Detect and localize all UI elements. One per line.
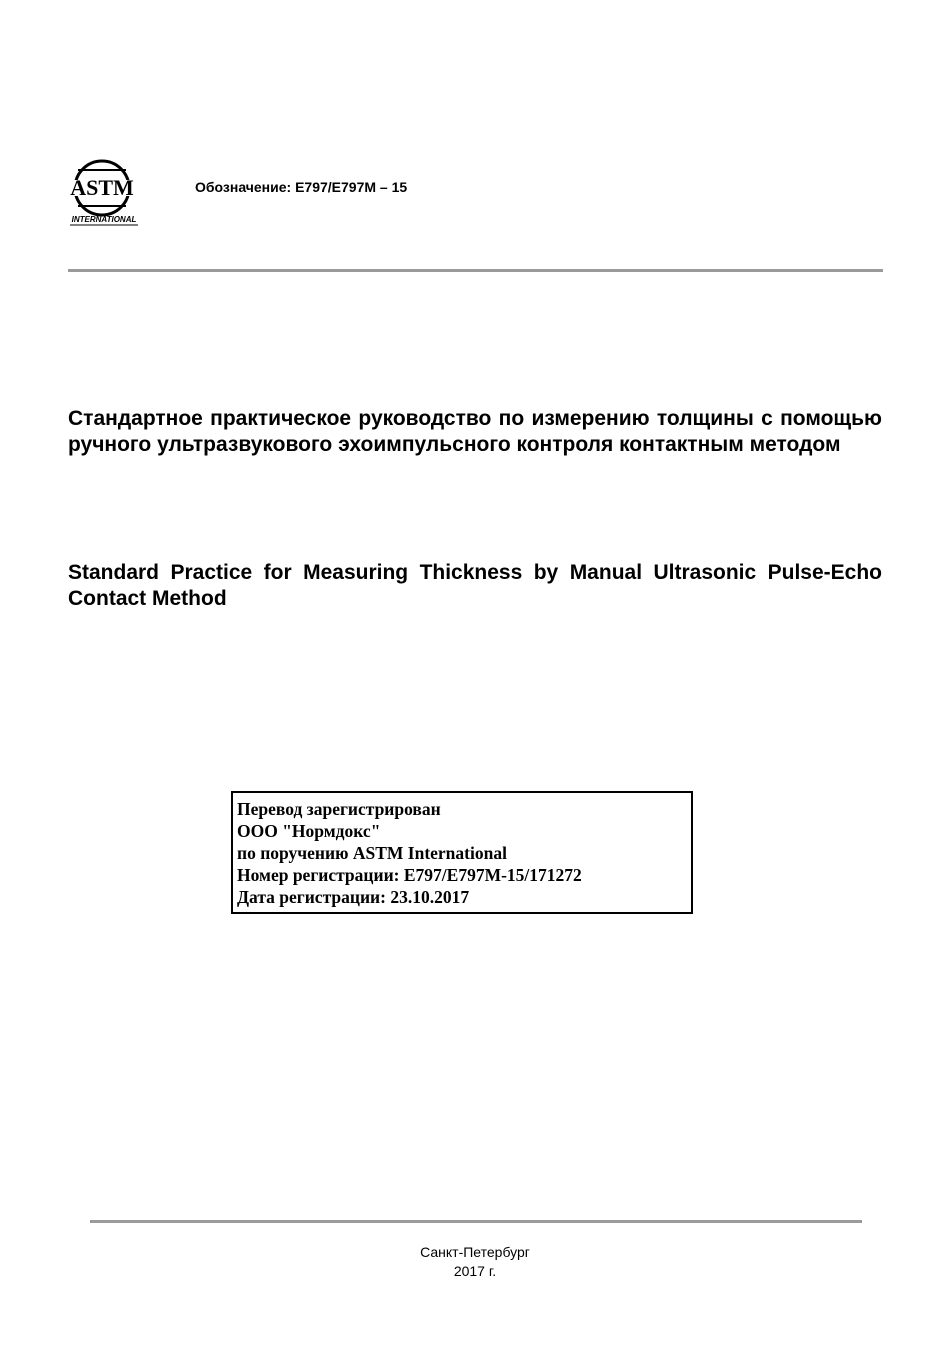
title-russian: Стандартное практическое руководство по измерению толщины с помощью ручного ультразвукового эхоимпульсного контроля контактным методом — [68, 407, 882, 456]
registration-number: Номер регистрации: E797/E797M-15/171272 — [237, 865, 582, 885]
registration-box — [231, 791, 693, 914]
footer — [0, 1243, 950, 1281]
footer-divider — [90, 1220, 862, 1223]
astm-logo-graphic — [64, 158, 144, 228]
header-divider — [68, 269, 883, 272]
title-english: Standard Practice for Measuring Thickness by Manual Ultrasonic Pulse-Echo Contact Method — [68, 561, 882, 610]
registration-line: Перевод зарегистрирован — [237, 799, 441, 819]
footer-year: 2017 г. — [453, 1263, 497, 1279]
logo-subtext: INTERNATIONAL — [71, 215, 137, 224]
registration-line: по поручению ASTM International — [237, 843, 507, 863]
footer-city: Санкт-Петербург — [420, 1244, 530, 1260]
document-designation: Обозначение: E797/E797M – 15 — [195, 179, 408, 195]
astm-international-logo-icon — [64, 158, 144, 228]
registration-date: Дата регистрации: 23.10.2017 — [237, 887, 470, 907]
registration-line: ООО "Нормдокс" — [237, 821, 381, 841]
logo-text: ASTM — [70, 175, 134, 200]
